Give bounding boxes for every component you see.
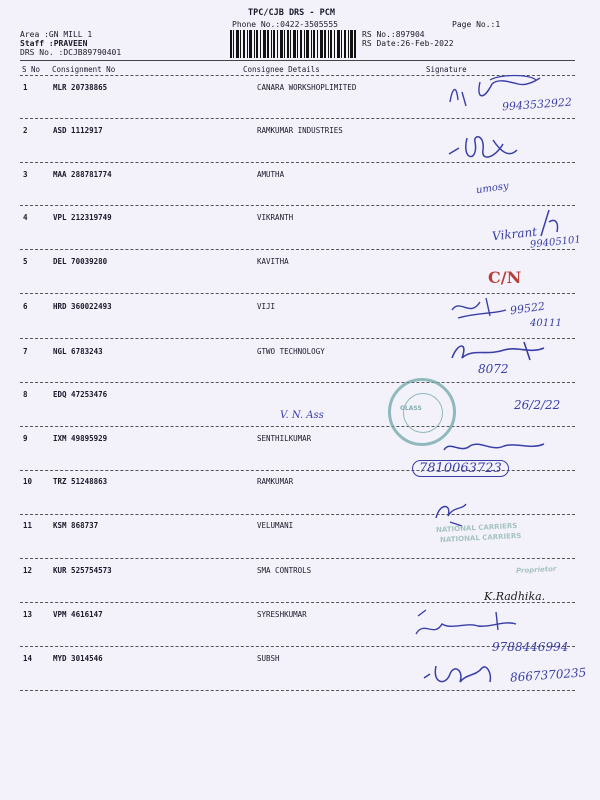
row-sno: 14 xyxy=(23,654,33,663)
signature-9 xyxy=(440,436,560,458)
rubber-stamp-line2: NATIONAL CARRIERS xyxy=(439,531,522,545)
row-consignee: SMA CONTROLS xyxy=(257,566,312,575)
rs-date: RS Date:26-Feb-2022 xyxy=(362,39,454,48)
signature-11 xyxy=(432,498,472,528)
row-sno: 12 xyxy=(23,566,33,575)
row-consignee: SUBSH xyxy=(257,654,280,663)
row-consignment: VPM 4616147 xyxy=(53,610,103,619)
round-stamp-inner xyxy=(403,393,443,433)
row-sno: 3 xyxy=(23,170,28,179)
handwritten-name-3: umosy xyxy=(475,180,510,197)
staff-label: Staff :PRAVEEN xyxy=(20,39,88,48)
row-divider xyxy=(20,205,575,206)
handwritten-mark-6: C/N xyxy=(488,268,522,287)
row-consignment: DEL 70039280 xyxy=(53,257,108,266)
page-number: Page No.:1 xyxy=(452,20,501,29)
handwritten-num-7: 8072 xyxy=(478,362,509,376)
row-sno: 1 xyxy=(23,83,28,92)
row-divider xyxy=(20,426,575,427)
col-consignment: Consignment No xyxy=(52,65,116,74)
handwritten-name-12: K.Radhika. xyxy=(484,590,546,603)
row-sno: 9 xyxy=(23,434,28,443)
row-consignee: AMUTHA xyxy=(257,170,285,179)
col-signature: Signature xyxy=(426,65,467,74)
row-consignee: VIJI xyxy=(257,302,276,311)
rubber-stamp-proprietor: Proprietor xyxy=(515,564,557,576)
row-consignee: SYRESHKUMAR xyxy=(257,610,307,619)
row-consignee: KAVITHA xyxy=(257,257,289,266)
row-consignment: KUR 525754573 xyxy=(53,566,112,575)
handwritten-phone-6b: 40111 xyxy=(530,318,562,329)
signature-4-stroke xyxy=(535,208,565,238)
row-divider xyxy=(20,558,575,559)
phone-number: Phone No.:0422-3505555 xyxy=(232,20,338,29)
row-consignment: MAA 288781774 xyxy=(53,170,112,179)
row-consignee: CANARA WORKSHOPLIMITED xyxy=(257,83,357,92)
row-consignee: RAMKUMAR INDUSTRIES xyxy=(257,126,343,135)
handwritten-phone-6: 99522 xyxy=(509,299,546,318)
row-sno: 10 xyxy=(23,477,33,486)
handwritten-phone-1: 9943532922 xyxy=(501,95,573,114)
row-sno: 4 xyxy=(23,213,28,222)
row-consignment: HRD 360022493 xyxy=(53,302,112,311)
row-consignee: GTWO TECHNOLOGY xyxy=(257,347,325,356)
row-consignee: SENTHILKUMAR xyxy=(257,434,312,443)
handwritten-date-8: 26/2/22 xyxy=(514,398,561,412)
handwritten-note-8: V. N. Ass xyxy=(280,410,324,421)
signature-14 xyxy=(420,660,500,690)
round-stamp-text: GLASS xyxy=(400,405,422,412)
row-sno: 5 xyxy=(23,257,28,266)
row-sno: 7 xyxy=(23,347,28,356)
rs-number: RS No.:897904 xyxy=(362,30,425,39)
row-consignment: NGL 6783243 xyxy=(53,347,103,356)
row-consignment: KSM 868737 xyxy=(53,521,99,530)
row-sno: 8 xyxy=(23,390,28,399)
row-consignment: VPL 212319749 xyxy=(53,213,112,222)
handwritten-name-4: Vikrant xyxy=(491,224,538,244)
signature-13 xyxy=(412,604,532,644)
row-consignment: IXM 49895929 xyxy=(53,434,108,443)
signature-2 xyxy=(445,128,525,168)
handwritten-phone-9: 7810063723 xyxy=(412,460,509,477)
drs-number: DRS No. :DCJB89790401 xyxy=(20,48,122,57)
col-consignee: Consignee Details xyxy=(243,65,320,74)
row-sno: 6 xyxy=(23,302,28,311)
row-consignment: MLR 20738865 xyxy=(53,83,108,92)
row-divider xyxy=(20,382,575,383)
row-consignee: VIKRANTH xyxy=(257,213,294,222)
row-divider xyxy=(20,514,575,515)
barcode-image xyxy=(230,30,356,58)
row-divider xyxy=(20,118,575,119)
row-consignment: EDQ 47253476 xyxy=(53,390,108,399)
row-consignment: TRZ 51248863 xyxy=(53,477,108,486)
row-sno: 13 xyxy=(23,610,33,619)
row-consignment: ASD 1112917 xyxy=(53,126,103,135)
handwritten-phone-4: 99405101 xyxy=(529,234,582,251)
col-sno: S No xyxy=(22,65,41,74)
signature-6 xyxy=(450,288,510,328)
handwritten-phone-13: 9788446994 xyxy=(492,640,569,654)
row-consignee: VELUMANI xyxy=(257,521,294,530)
round-stamp xyxy=(388,378,456,446)
rubber-stamp-line1: NATIONAL CARRIERS xyxy=(435,521,518,535)
area-label: Area :GN MILL 1 xyxy=(20,30,93,39)
header-divider-top xyxy=(20,60,575,61)
row-consignee: RAMKUMAR xyxy=(257,477,294,486)
row-consignment: MYD 3014546 xyxy=(53,654,103,663)
page-title: TPC/CJB DRS - PCM xyxy=(248,8,335,18)
row-sno: 2 xyxy=(23,126,28,135)
row-divider xyxy=(20,249,575,250)
handwritten-phone-14: 8667370235 xyxy=(509,665,587,685)
row-divider xyxy=(20,690,575,691)
row-sno: 11 xyxy=(23,521,33,530)
